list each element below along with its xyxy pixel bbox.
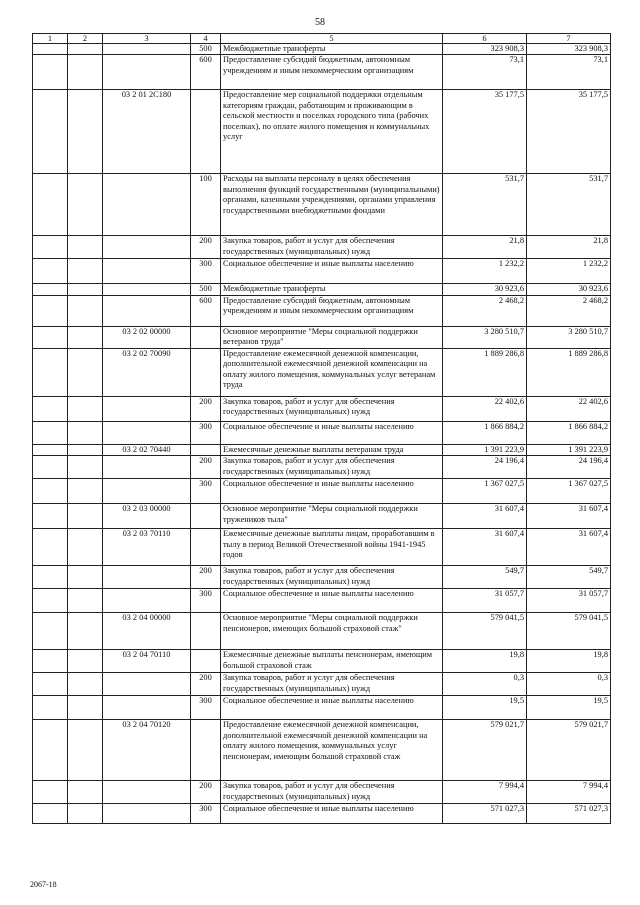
cell-code [103, 673, 191, 696]
cell-name: Ежемесячные денежные выплаты ветеранам труда [221, 444, 443, 455]
table-row [33, 174, 611, 236]
column-header: 7 [527, 34, 611, 44]
table-row [33, 326, 611, 348]
cell-col2 [68, 396, 103, 421]
cell-amount-6: 21,8 [443, 236, 527, 259]
cell-code: 03 2 02 00000 [103, 326, 191, 348]
cell-expense-type: 200 [191, 781, 221, 804]
cell-expense-type: 200 [191, 673, 221, 696]
cell-code [103, 236, 191, 259]
cell-code [103, 456, 191, 479]
cell-code: 03 2 04 00000 [103, 613, 191, 650]
cell-code [103, 589, 191, 613]
cell-col2 [68, 566, 103, 589]
cell-col1 [33, 444, 68, 455]
cell-expense-type: 200 [191, 236, 221, 259]
cell-code: 03 2 03 00000 [103, 504, 191, 529]
cell-col1 [33, 613, 68, 650]
cell-amount-7: 531,7 [527, 174, 611, 236]
cell-expense-type [191, 90, 221, 174]
cell-name: Основное мероприятие "Меры социальной поддержки пенсионеров, имеющих большой страховой стаж" [221, 613, 443, 650]
column-header: 5 [221, 34, 443, 44]
cell-expense-type: 300 [191, 421, 221, 444]
footer-code: 2067-18 [30, 880, 57, 889]
cell-col2 [68, 326, 103, 348]
table-row [33, 284, 611, 295]
cell-col2 [68, 259, 103, 284]
column-header: 1 [33, 34, 68, 44]
table-row [33, 673, 611, 696]
cell-name: Социальное обеспечение и иные выплаты населению [221, 589, 443, 613]
cell-amount-6: 1 367 027,5 [443, 479, 527, 504]
cell-col1 [33, 55, 68, 90]
cell-col1 [33, 804, 68, 824]
cell-amount-7: 571 027,3 [527, 804, 611, 824]
cell-amount-7: 323 908,3 [527, 44, 611, 55]
cell-amount-7: 19,8 [527, 650, 611, 673]
cell-amount-6: 1 391 223,9 [443, 444, 527, 455]
table-row [33, 650, 611, 673]
cell-amount-6: 1 889 286,8 [443, 348, 527, 396]
cell-amount-6: 19,8 [443, 650, 527, 673]
cell-col1 [33, 781, 68, 804]
cell-amount-7: 22 402,6 [527, 396, 611, 421]
cell-amount-7: 0,3 [527, 673, 611, 696]
cell-col1 [33, 504, 68, 529]
cell-col2 [68, 529, 103, 566]
cell-amount-6: 31 607,4 [443, 529, 527, 566]
cell-col2 [68, 444, 103, 455]
cell-name: Социальное обеспечение и иные выплаты населению [221, 696, 443, 720]
cell-name: Социальное обеспечение и иные выплаты населению [221, 479, 443, 504]
cell-code [103, 566, 191, 589]
cell-expense-type [191, 504, 221, 529]
cell-amount-6: 579 041,5 [443, 613, 527, 650]
cell-code [103, 259, 191, 284]
cell-amount-6: 35 177,5 [443, 90, 527, 174]
cell-col1 [33, 396, 68, 421]
cell-expense-type: 300 [191, 479, 221, 504]
cell-code: 03 2 04 70120 [103, 720, 191, 781]
cell-name: Предоставление ежемесячной денежной компенсации, дополнительной ежемесячной денежной компенсации на оплату жилого помещения, коммунальных услуг пенсионерам, имеющим большой страховой стаж [221, 720, 443, 781]
cell-name: Закупка товаров, работ и услуг для обеспечения государственных (муниципальных) нужд [221, 781, 443, 804]
cell-col1 [33, 650, 68, 673]
cell-col2 [68, 348, 103, 396]
cell-expense-type: 100 [191, 174, 221, 236]
table-row [33, 696, 611, 720]
budget-table [32, 33, 611, 824]
column-header-row [33, 34, 611, 44]
cell-code [103, 44, 191, 55]
table-row [33, 720, 611, 781]
cell-amount-6: 7 994,4 [443, 781, 527, 804]
cell-amount-7: 31 607,4 [527, 529, 611, 566]
cell-expense-type: 200 [191, 456, 221, 479]
cell-code: 03 2 02 70440 [103, 444, 191, 455]
cell-col2 [68, 174, 103, 236]
cell-col2 [68, 673, 103, 696]
table-row [33, 529, 611, 566]
cell-amount-7: 35 177,5 [527, 90, 611, 174]
cell-col2 [68, 781, 103, 804]
cell-col2 [68, 421, 103, 444]
cell-name: Социальное обеспечение и иные выплаты населению [221, 421, 443, 444]
cell-expense-type: 300 [191, 589, 221, 613]
cell-code: 03 2 01 2С180 [103, 90, 191, 174]
cell-amount-7: 7 994,4 [527, 781, 611, 804]
cell-code [103, 479, 191, 504]
table-row [33, 504, 611, 529]
cell-expense-type [191, 348, 221, 396]
cell-expense-type [191, 650, 221, 673]
cell-col1 [33, 589, 68, 613]
cell-code [103, 696, 191, 720]
cell-col2 [68, 55, 103, 90]
cell-col1 [33, 529, 68, 566]
cell-code [103, 55, 191, 90]
cell-code: 03 2 03 70110 [103, 529, 191, 566]
cell-amount-6: 323 908,3 [443, 44, 527, 55]
cell-col1 [33, 295, 68, 326]
cell-col1 [33, 479, 68, 504]
table-row [33, 444, 611, 455]
cell-name: Межбюджетные трансферты [221, 44, 443, 55]
cell-col1 [33, 259, 68, 284]
cell-col2 [68, 804, 103, 824]
table-row [33, 613, 611, 650]
cell-amount-7: 2 468,2 [527, 295, 611, 326]
cell-expense-type [191, 444, 221, 455]
cell-expense-type: 300 [191, 696, 221, 720]
cell-amount-6: 30 923,6 [443, 284, 527, 295]
cell-amount-6: 549,7 [443, 566, 527, 589]
cell-amount-7: 19,5 [527, 696, 611, 720]
cell-code [103, 174, 191, 236]
table-row [33, 348, 611, 396]
cell-col1 [33, 326, 68, 348]
table-row [33, 479, 611, 504]
cell-amount-7: 30 923,6 [527, 284, 611, 295]
cell-amount-6: 0,3 [443, 673, 527, 696]
cell-expense-type: 200 [191, 396, 221, 421]
cell-col1 [33, 174, 68, 236]
cell-col2 [68, 236, 103, 259]
cell-col1 [33, 421, 68, 444]
cell-name: Предоставление мер социальной поддержки отдельным категориям граждан, работающим и проживающим в сельской местности и поселках городского типа (рабочих поселках), по оплате жилого помещения и коммунальных услуг [221, 90, 443, 174]
cell-col1 [33, 673, 68, 696]
cell-name: Социальное обеспечение и иные выплаты населению [221, 804, 443, 824]
cell-amount-7: 1 889 286,8 [527, 348, 611, 396]
cell-col2 [68, 720, 103, 781]
cell-code [103, 781, 191, 804]
cell-name: Закупка товаров, работ и услуг для обеспечения государственных (муниципальных) нужд [221, 456, 443, 479]
table-row [33, 589, 611, 613]
cell-amount-7: 1 367 027,5 [527, 479, 611, 504]
cell-name: Закупка товаров, работ и услуг для обеспечения государственных (муниципальных) нужд [221, 396, 443, 421]
table-row [33, 44, 611, 55]
table-row [33, 396, 611, 421]
cell-name: Ежемесячные денежные выплаты пенсионерам, имеющим большой страховой стаж [221, 650, 443, 673]
table-row [33, 804, 611, 824]
cell-code: 03 2 04 70110 [103, 650, 191, 673]
cell-expense-type: 600 [191, 55, 221, 90]
cell-col1 [33, 236, 68, 259]
cell-col2 [68, 44, 103, 55]
cell-name: Основное мероприятие "Меры социальной поддержки ветеранов труда" [221, 326, 443, 348]
cell-expense-type [191, 326, 221, 348]
column-header: 4 [191, 34, 221, 44]
table-row [33, 236, 611, 259]
cell-name: Закупка товаров, работ и услуг для обеспечения государственных (муниципальных) нужд [221, 566, 443, 589]
column-header: 2 [68, 34, 103, 44]
cell-name: Предоставление субсидий бюджетным, автономным учреждениям и иным некоммерческим организациям [221, 295, 443, 326]
table-row [33, 259, 611, 284]
cell-col2 [68, 284, 103, 295]
table-row [33, 456, 611, 479]
cell-name: Межбюджетные трансферты [221, 284, 443, 295]
cell-col1 [33, 720, 68, 781]
cell-amount-6: 1 866 884,2 [443, 421, 527, 444]
cell-col2 [68, 696, 103, 720]
cell-expense-type: 300 [191, 259, 221, 284]
page-number: 58 [315, 17, 325, 28]
cell-code [103, 421, 191, 444]
cell-code: 03 2 02 70090 [103, 348, 191, 396]
cell-amount-6: 19,5 [443, 696, 527, 720]
cell-name: Предоставление ежемесячной денежной компенсации, дополнительной ежемесячной денежной компенсации на оплату жилого помещения, коммунальных услуг ветеранам труда [221, 348, 443, 396]
cell-col1 [33, 566, 68, 589]
cell-expense-type: 600 [191, 295, 221, 326]
cell-expense-type: 200 [191, 566, 221, 589]
cell-amount-6: 73,1 [443, 55, 527, 90]
cell-amount-7: 24 196,4 [527, 456, 611, 479]
cell-amount-6: 571 027,3 [443, 804, 527, 824]
cell-col1 [33, 90, 68, 174]
table-row [33, 421, 611, 444]
cell-amount-7: 549,7 [527, 566, 611, 589]
cell-amount-7: 31 057,7 [527, 589, 611, 613]
cell-amount-6: 31 607,4 [443, 504, 527, 529]
cell-expense-type [191, 613, 221, 650]
cell-amount-6: 24 196,4 [443, 456, 527, 479]
cell-expense-type: 500 [191, 284, 221, 295]
cell-amount-6: 22 402,6 [443, 396, 527, 421]
cell-col2 [68, 613, 103, 650]
cell-code [103, 396, 191, 421]
cell-amount-6: 31 057,7 [443, 589, 527, 613]
table-row [33, 566, 611, 589]
cell-col2 [68, 504, 103, 529]
cell-col2 [68, 295, 103, 326]
table-row [33, 295, 611, 326]
cell-code [103, 295, 191, 326]
cell-expense-type [191, 529, 221, 566]
cell-col1 [33, 456, 68, 479]
cell-name: Ежемесячные денежные выплаты лицам, проработавшим в тылу в период Великой Отечественной войны 1941-1945 годов [221, 529, 443, 566]
table-row [33, 781, 611, 804]
cell-amount-6: 1 232,2 [443, 259, 527, 284]
column-header: 3 [103, 34, 191, 44]
cell-amount-7: 1 232,2 [527, 259, 611, 284]
cell-col1 [33, 44, 68, 55]
cell-name: Закупка товаров, работ и услуг для обеспечения государственных (муниципальных) нужд [221, 673, 443, 696]
cell-amount-7: 73,1 [527, 55, 611, 90]
cell-code [103, 284, 191, 295]
cell-code [103, 804, 191, 824]
cell-col1 [33, 348, 68, 396]
cell-expense-type: 500 [191, 44, 221, 55]
cell-expense-type: 300 [191, 804, 221, 824]
cell-expense-type [191, 720, 221, 781]
cell-col2 [68, 456, 103, 479]
table-row [33, 90, 611, 174]
cell-col2 [68, 90, 103, 174]
cell-name: Расходы на выплаты персоналу в целях обеспечения выполнения функций государственными (муниципальными) органами, казенными учреждениями, органами управления государственными внебюджетными фондами [221, 174, 443, 236]
cell-col2 [68, 589, 103, 613]
cell-col1 [33, 284, 68, 295]
cell-amount-7: 579 041,5 [527, 613, 611, 650]
cell-amount-6: 531,7 [443, 174, 527, 236]
cell-name: Социальное обеспечение и иные выплаты населению [221, 259, 443, 284]
cell-amount-7: 1 866 884,2 [527, 421, 611, 444]
cell-amount-6: 579 021,7 [443, 720, 527, 781]
cell-amount-6: 2 468,2 [443, 295, 527, 326]
cell-name: Закупка товаров, работ и услуг для обеспечения государственных (муниципальных) нужд [221, 236, 443, 259]
table-row [33, 55, 611, 90]
cell-col2 [68, 650, 103, 673]
cell-col1 [33, 696, 68, 720]
cell-name: Основное мероприятие "Меры социальной поддержки тружеников тыла" [221, 504, 443, 529]
cell-col2 [68, 479, 103, 504]
cell-name: Предоставление субсидий бюджетным, автономным учреждениям и иным некоммерческим организациям [221, 55, 443, 90]
cell-amount-7: 1 391 223,9 [527, 444, 611, 455]
cell-amount-7: 579 021,7 [527, 720, 611, 781]
cell-amount-7: 3 280 510,7 [527, 326, 611, 348]
cell-amount-7: 21,8 [527, 236, 611, 259]
cell-amount-6: 3 280 510,7 [443, 326, 527, 348]
cell-amount-7: 31 607,4 [527, 504, 611, 529]
column-header: 6 [443, 34, 527, 44]
